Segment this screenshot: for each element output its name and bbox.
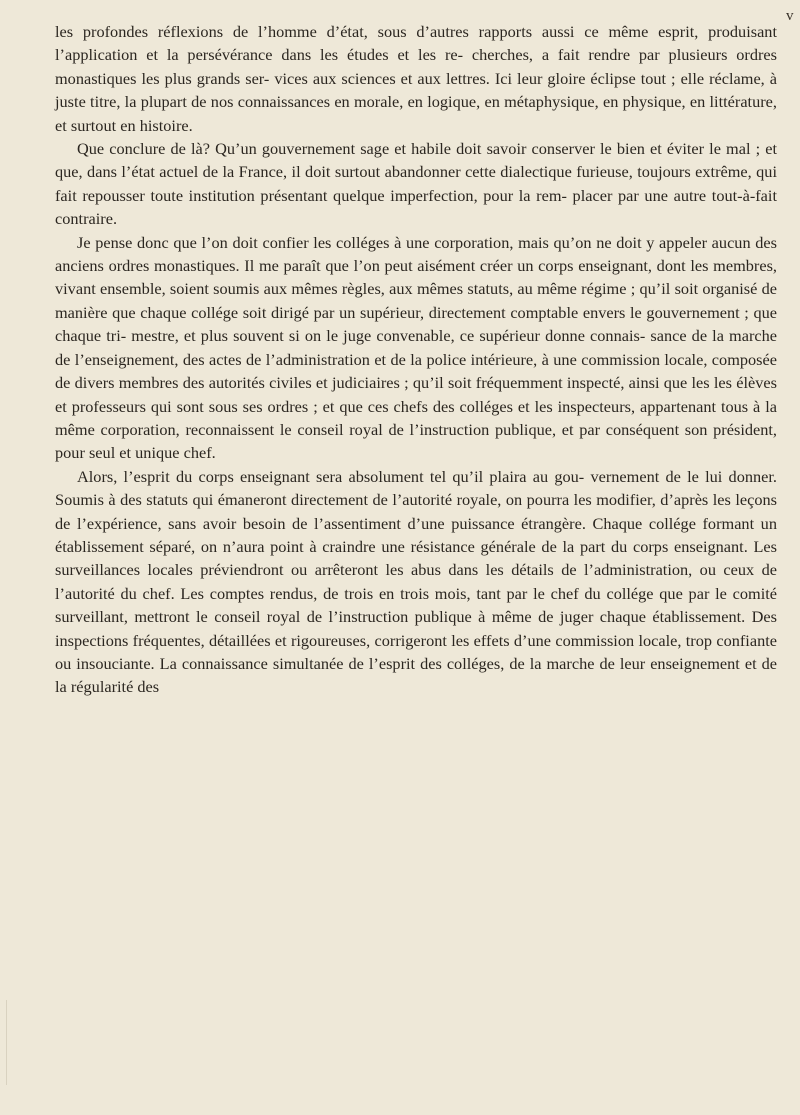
- paragraph-3: Je pense donc que l’on doit confier les colléges à une corporation, mais qu’on ne doit y appeler aucun des anciens ordres monastiques. Il me paraît que l’on peut aisément créer un corps enseignant, dont les membres, vivant ensemble, soient soumis aux mêmes règles, aux mêmes statuts, au même régime ; qu’il soit organisé de manière que chaque collége soit dirigé par un supérieur, directement comptable envers le gouvernement ; que chaque tri- mestre, et plus souvent si on le juge convenable, ce supérieur donne connais- sance de la marche de l’enseignement, des actes de l’administration et de la police intérieure, à une commission locale, composée de divers membres des autorités civiles et judiciaires ; qu’il soit fréquemment inspecté, ainsi que les les élèves et professeurs qui sont sous ses ordres ; et que ces chefs des colléges et les inspecteurs, appartenant tous à la même corporation, reconnaissent le conseil royal de l’instruction publique, et par conséquent son président, pour seul et unique chef.: [55, 232, 777, 463]
- paragraph-2: Que conclure de là? Qu’un gouvernement sage et habile doit savoir conserver le bien et éviter le mal ; et que, dans l’état actuel de la France, il doit surtout abandonner cette dialectique furieuse, toujours extrême, qui fait repousser toute institution présentant quelque imperfection, pour la rem- placer par une autre tout-à-fait contraire.: [55, 139, 777, 229]
- page-number: v: [786, 8, 794, 24]
- body-text: [55, 20, 777, 699]
- paragraph-4: Alors, l’esprit du corps enseignant sera absolument tel qu’il plaira au gou- vernement de le lui donner. Soumis à des statuts qui émaneront directement de l’autorité royale, on pourra les modifier, d’après les leçons de l’expérience, sans avoir besoin de l’assentiment d’une puissance étrangère. Chaque collége formant un établissement séparé, on n’aura point à craindre une résistance générale de la part du corps enseignant. Les surveillances locales préviendront ou arrêteront les abus dans les détails de l’administration, ou ceux de l’autorité du chef. Les comptes rendus, de trois en trois mois, tant par le chef du collége que par le comité surveillant, mettront le conseil royal de l’instruction publique à même de juger chaque établissement. Des inspections fréquentes, détaillées et rigoureuses, corrigeront les effets d’une commission locale, trop confiante ou insouciante. La connaissance simultanée de l’esprit des colléges, de la marche de leur enseignement et de la régularité des: [55, 466, 777, 697]
- paper-mark: [6, 1000, 7, 1085]
- paragraph-1: les profondes réflexions de l’homme d’état, sous d’autres rapports aussi ce même esprit, produisant l’application et la persévérance dans les études et les re- cherches, a fait rendre par plusieurs ordres monastiques les plus grands ser- vices aux sciences et aux lettres. Ici leur gloire éclipse tout ; elle réclame, à juste titre, la plupart de nos connaissances en morale, en logique, en métaphysique, en physique, en littérature, et surtout en histoire.: [55, 22, 777, 135]
